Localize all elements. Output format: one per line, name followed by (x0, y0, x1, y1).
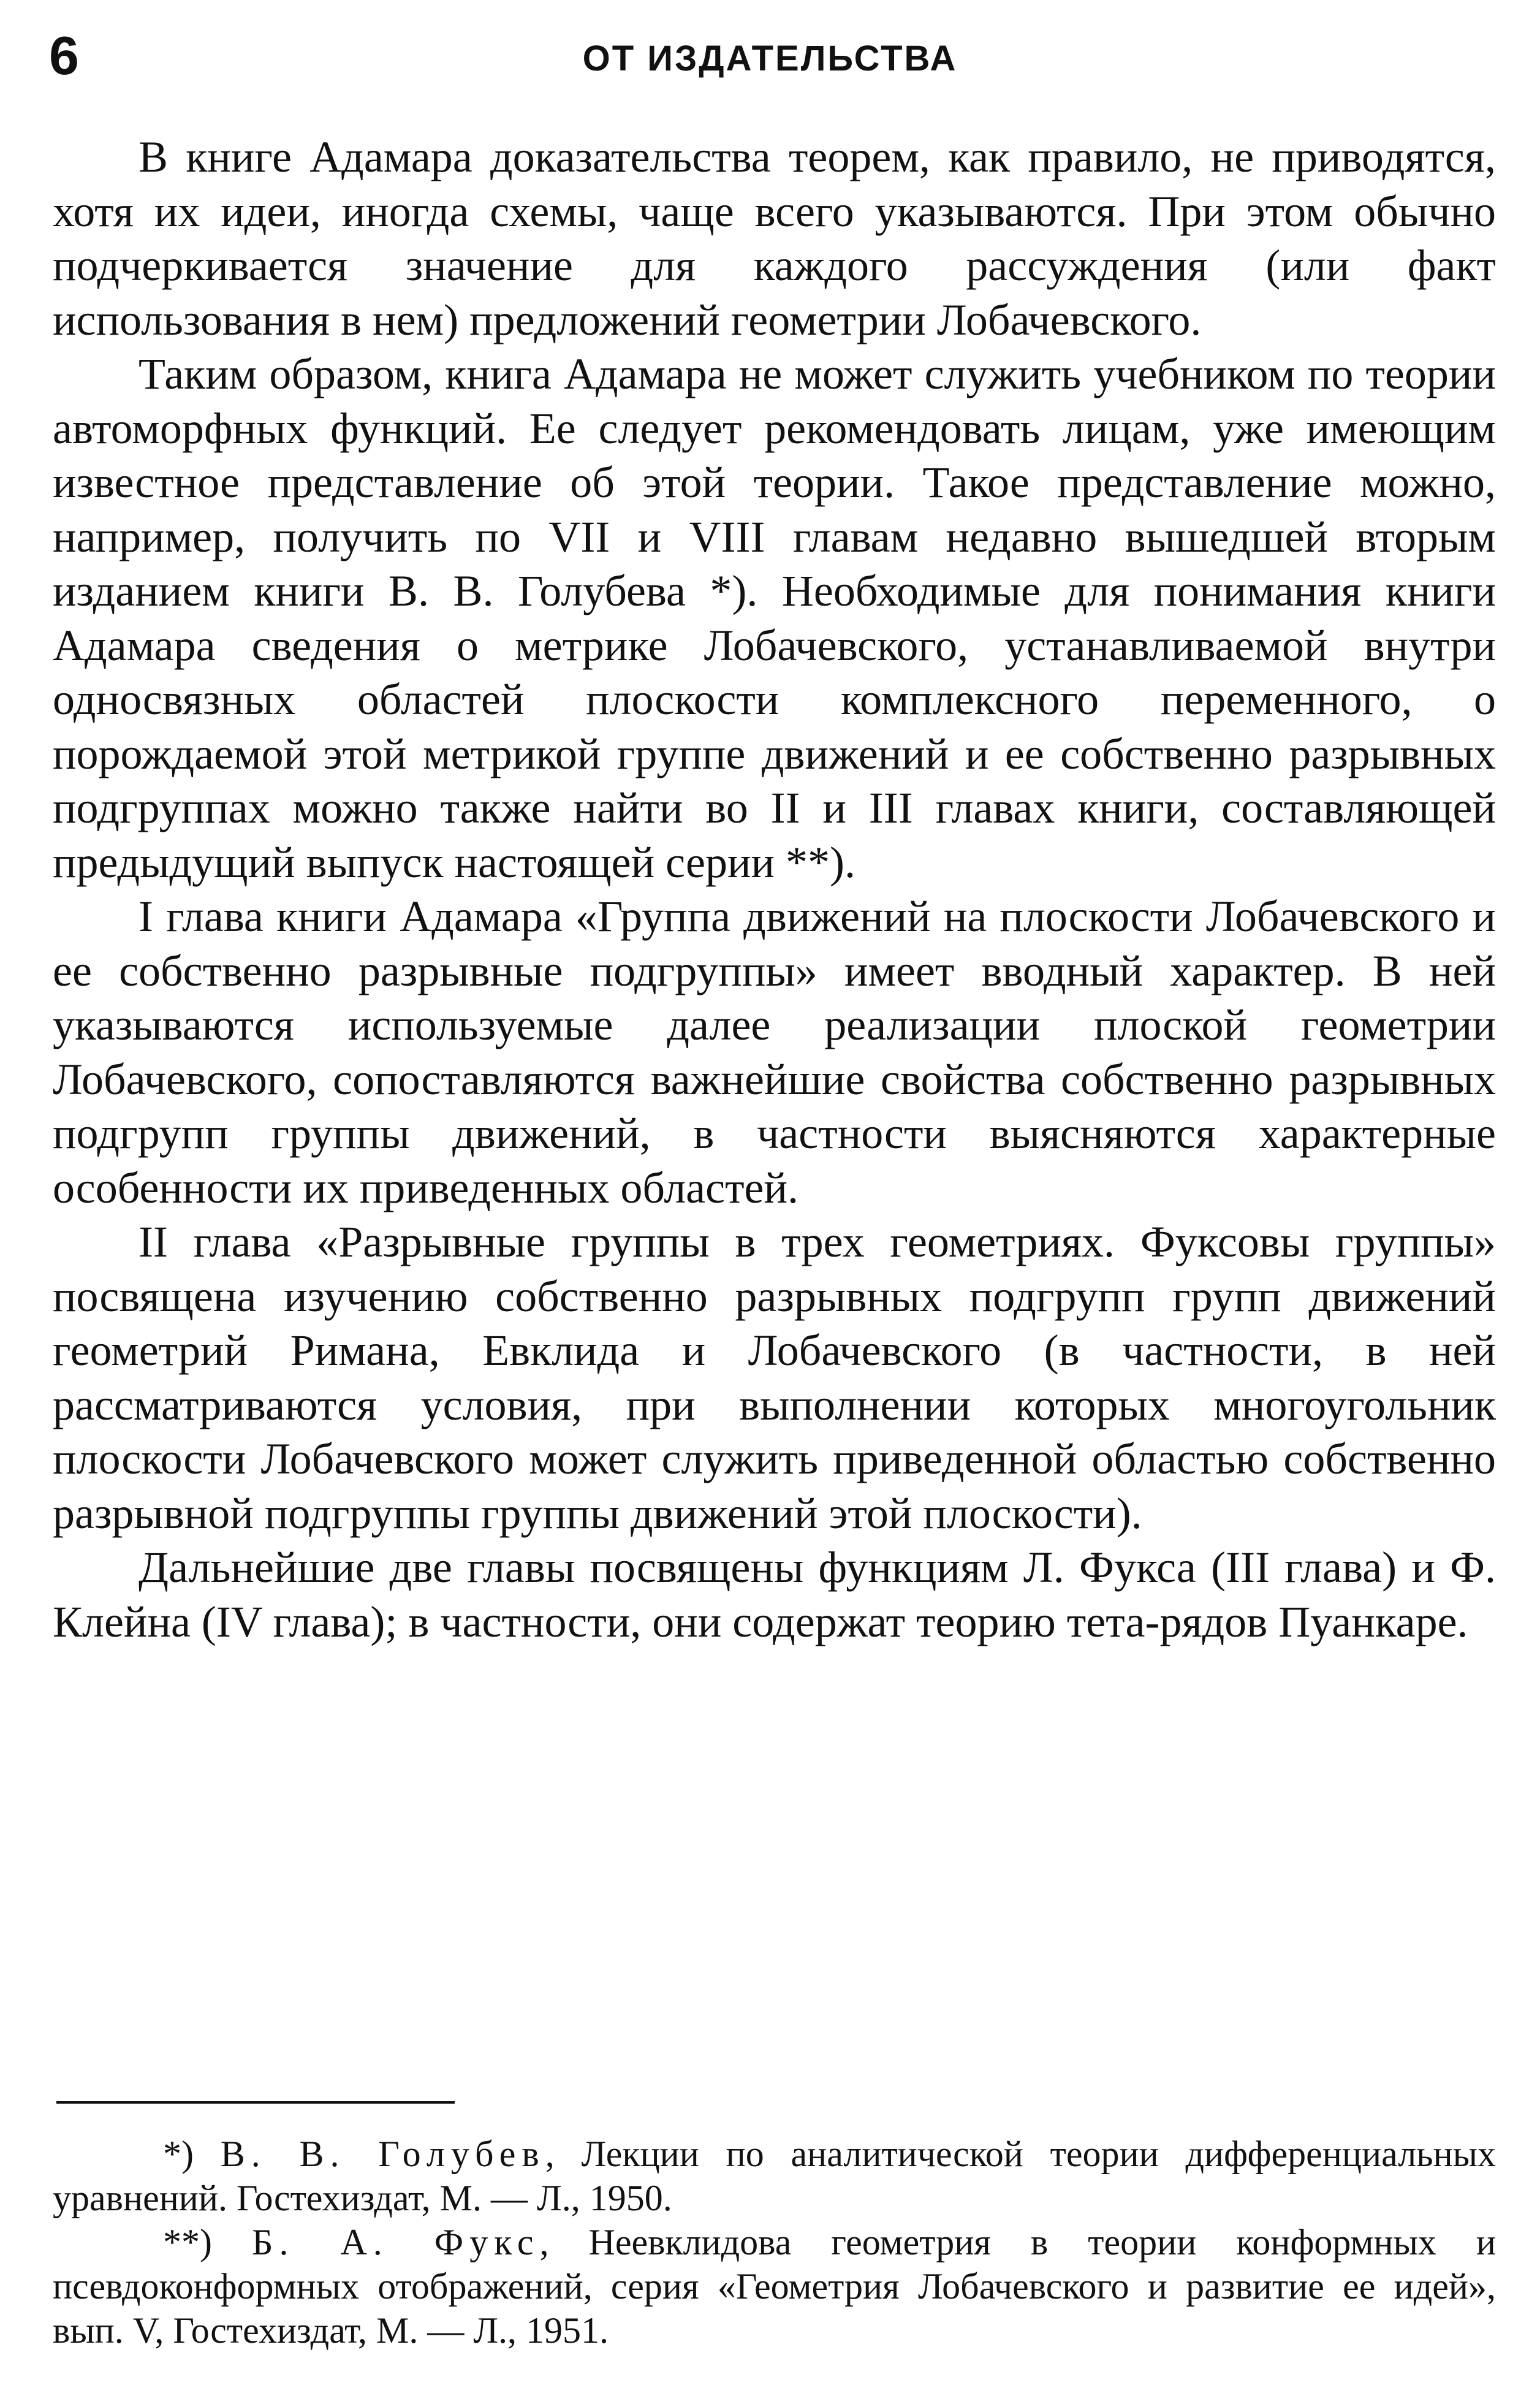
footnote-marker: *) (163, 2134, 194, 2174)
running-head: ОТ ИЗДАТЕЛЬСТВА (582, 39, 958, 78)
page-header (49, 25, 1491, 98)
page-number: 6 (49, 25, 79, 86)
paragraph-3: I глава книги Адамара «Группа движений на плоскости Лобачевского и ее собственно разрывные подгруппы» имеет вводный характер. В ней указываются используемые далее реализации плоской геометрии Лобачевского, сопоставляются важнейшие свойства собственно разрывных подгрупп группы движений, в частности выясняются характерные особенности их приведенных областей. (53, 892, 1496, 1212)
main-text (53, 130, 1496, 1649)
footnotes (53, 2132, 1496, 2353)
paragraph-5: Дальнейшие две главы посвящены функциям Л. Фукса (III глава) и Ф. Клейна (IV глава); в частности, они содержат теорию тета-рядов Пуанкаре. (53, 1543, 1496, 1646)
footnote-1 (53, 2132, 1496, 2220)
footnote-author: В. В. Голубев (220, 2134, 545, 2174)
paragraph-1: В книге Адамара доказательства теорем, как правило, не приводятся, хотя их идеи, иногда схемы, чаще всего указываются. При этом обычно подчеркивается значение для каждого рассуждения (или факт использования в нем) предложений геометрии Лобачевского. (53, 132, 1496, 344)
footnote-text: , Неевклидова геометрия в теории конформных и псевдоконформных отображений, серия «Геометрия Лобачевского и развитие ее идей», вып. V, Гостехиздат, М. — Л., 1951. (53, 2222, 1496, 2351)
footnote-text: , Лекции по аналитической теории дифференциальных уравнений. Гостехиздат, М. — Л., 1950. (53, 2134, 1496, 2218)
paragraph-2: Таким образом, книга Адамара не может служить учебником по теории автоморфных функций. Ее следует рекомендовать лицам, уже имеющим известное представление об этой теории. Такое представление можно, например, получить по VII и VIII главам недавно вышедшей вторым изданием книги В. В. Голубева *). Необходимые для понимания книги Адамара сведения о метрике Лобачевского, устанавливаемой внутри односвязных областей плоскости комплексного переменного, о порождаемой этой метрикой группе движений и ее собственно разрывных подгруппах можно также найти во II и III главах книги, составляющей предыдущий выпуск настоящей серии **). (53, 349, 1496, 887)
paragraph-4: II глава «Разрывные группы в трех геометриях. Фуксовы группы» посвящена изучению собственно разрывных подгрупп групп движений геометрий Римана, Евклида и Лобачевского (в частности, в ней рассматриваются условия, при выполнении которых многоугольник плоскости Лобачевского может служить приведенной областью собственно разрывной подгруппы группы движений этой плоскости). (53, 1217, 1496, 1538)
footnote-marker: **) (163, 2222, 212, 2262)
footnote-separator (56, 2101, 455, 2104)
footnote-author: Б. А. Фукс (252, 2222, 540, 2262)
footnote-2 (53, 2220, 1496, 2353)
